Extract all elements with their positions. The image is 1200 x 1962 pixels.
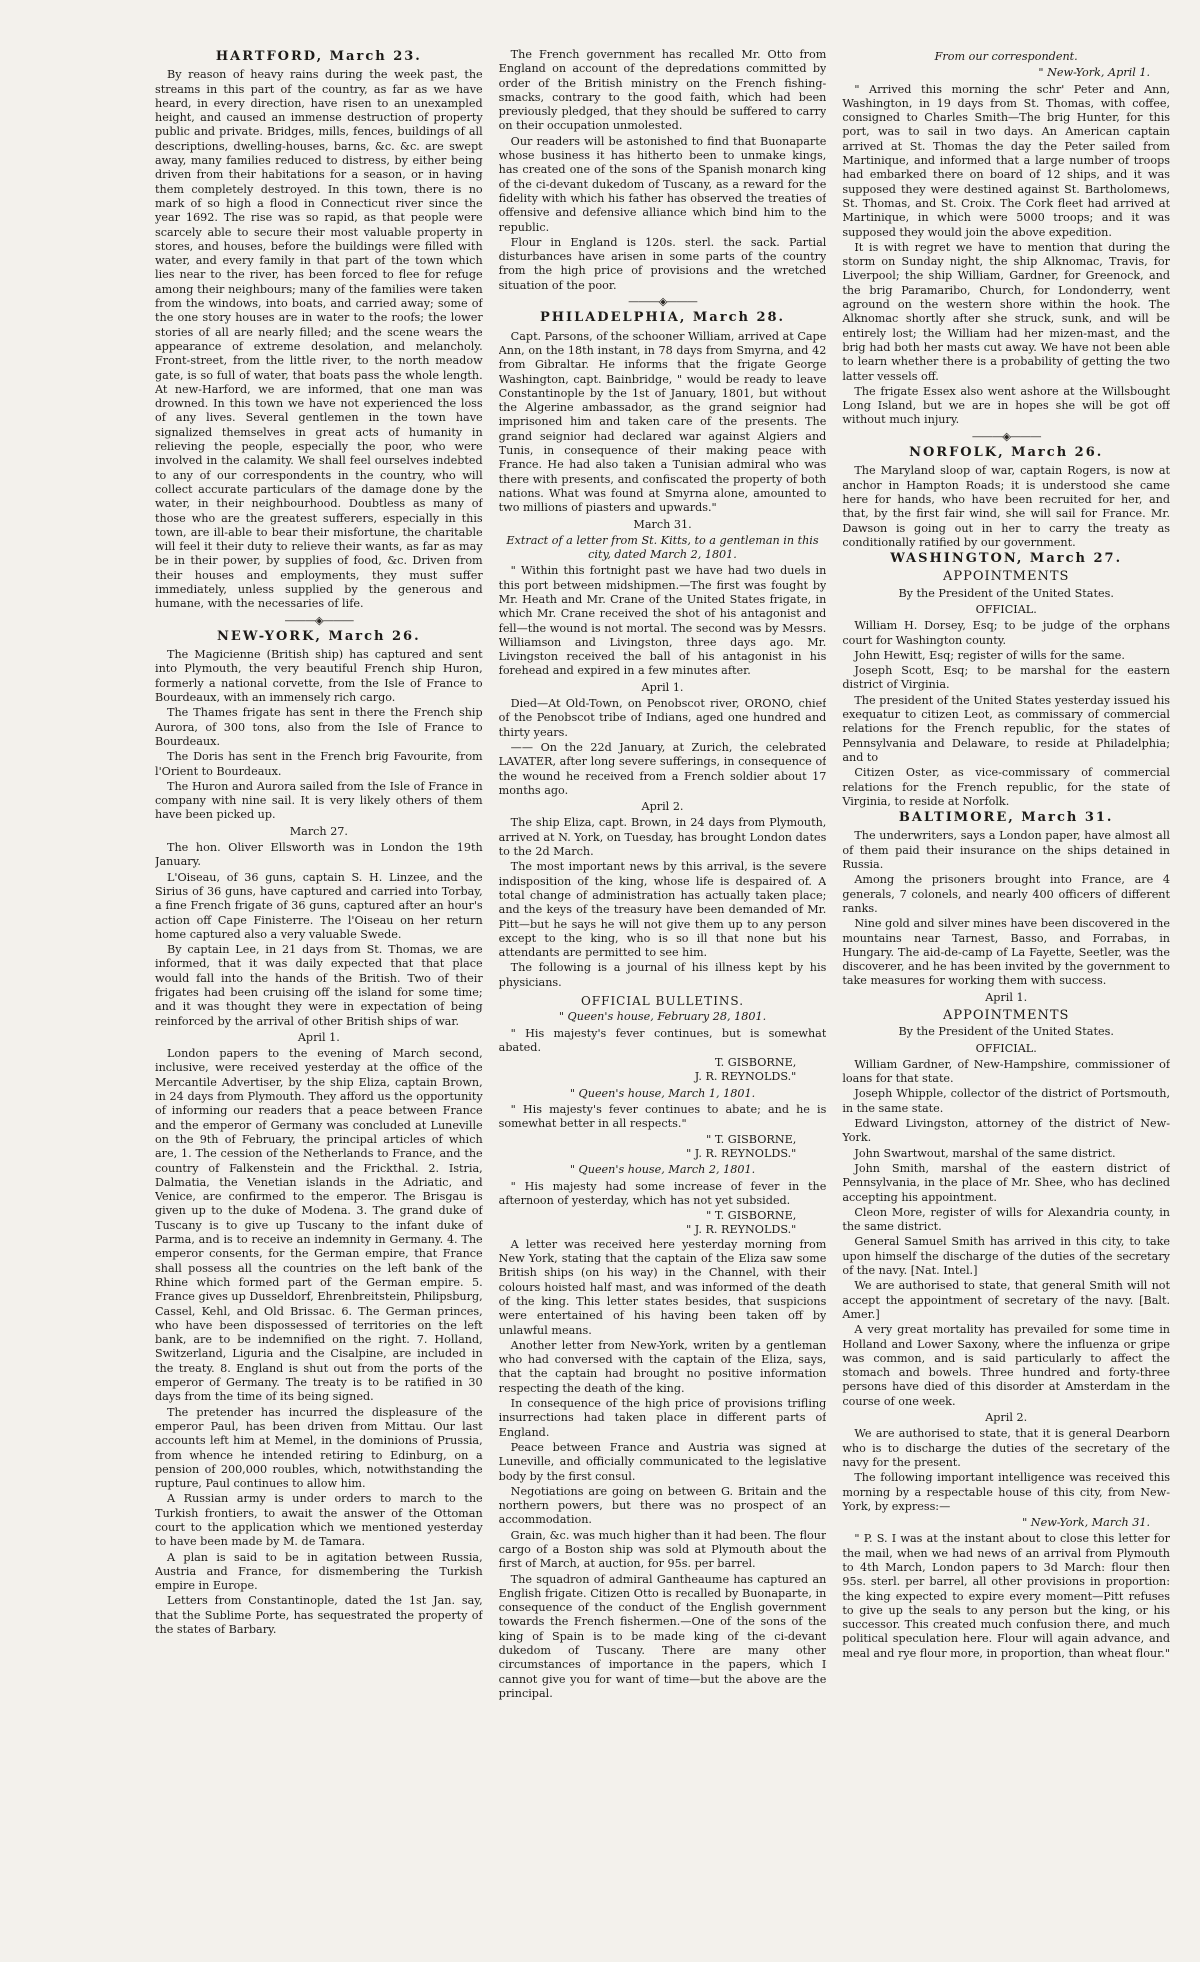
paragraph: A letter was received here yesterday morning from New York, stating that the captain of the Eliza saw some British ships (on his way) in the Channel, with their colours hoisted half mast, and was informed of the death of the king. This letter states besides, that suspicions were entertained of his having been taken off by unlawful means. xyxy=(498,1237,827,1337)
dateline-new-york: NEW-YORK, March 26. xyxy=(217,628,421,644)
signature: " T. GISBORNE, xyxy=(706,1132,797,1146)
signature: " J. R. REYNOLDS." xyxy=(686,1146,797,1160)
paragraph: The Thames frigate has sent in there the French ship Aurora, of 300 tons, also from the Isle of France to Bourdeaux. xyxy=(155,706,483,748)
paragraph: John Swartwout, marshal of the same district. xyxy=(854,1146,1116,1160)
paragraph: Cleon More, register of wills for Alexandria county, in the same district. xyxy=(842,1205,1171,1234)
paragraph: Nine gold and silver mines have been discovered in the mountains near Tarnest, Basso, and Forrabas, in Hungary. The aid-de-camp of La Fayette, Seetler, was the discoverer, and he has been invited by the government to take measures for working them with success. xyxy=(842,917,1171,988)
paragraph: L'Oiseau, of 36 guns, captain S. H. Linzee, and the Sirius of 36 guns, have captured and carried into Torbay, a fine French frigate of 36 guns, captured after an hour's action off Cape Finisterre. The l'Oiseau on her return home captured also a very valuable Swede. xyxy=(155,870,483,941)
paragraph: The president of the United States yesterday issued his exequatur to citizen Leot, as commissary of commercial relations for the French republic, for the states of Pennsylvania and Delaware, to reside at Philadelphia; and to xyxy=(842,693,1171,764)
bulletin-date: " Queen's house, March 1, 1801. xyxy=(569,1086,756,1100)
paragraph: —— On the 22d January, at Zurich, the celebrated LAVATER, after long severe sufferings, in consequence of the wound he received from a French soldier about 17 months ago. xyxy=(498,740,827,797)
subdate: April 1. xyxy=(297,1030,340,1044)
subdate: March 27. xyxy=(289,824,348,838)
paragraph: The ship Eliza, capt. Brown, in 24 days from Plymouth, arrived at N. York, on Tuesday, has brought London dates to the 2d March. xyxy=(498,816,827,859)
paragraph: The French government has recalled Mr. Otto from England on account of the depredations committed by order of the British ministry on the French fishing-smacks, contrary to the good faith, which had been previously pledged, that they should be suffered to carry on their occupation unmolested. xyxy=(498,48,827,133)
subdate: March 31. xyxy=(633,517,692,531)
paragraph: It is with regret we have to mention that during the storm on Sunday night, the ship Alknomac, Travis, for Liverpool; the ship William, Gardner, for Greenock, and the brig Paramaribo, Church, for Londonderry, went aground on the western shore within the hook. The Alknomac shortly after she struck, sunk, and will be entirely lost; the William had her mizen-mast, and the brig had both her masts cut away. We have not been able to learn whether there is a probability of getting the two latter vessels off. xyxy=(842,240,1171,383)
paragraph: By captain Lee, in 21 days from St. Thomas, we are informed, that it was daily expected that that place would fall into the hands of the British. Two of their frigates had been cruising off the island for some time; and it was thought they were in expectation of being reinforced by the arrival of other British ships of war. xyxy=(155,943,483,1028)
dateline-norfolk: NORFOLK, March 26. xyxy=(909,445,1104,461)
bulletin-date: " Queen's house, February 28, 1801. xyxy=(558,1010,767,1024)
paragraph: Negotiations are going on between G. Britain and the northern powers, but there was no prospect of an accommodation. xyxy=(498,1484,827,1527)
column-3 xyxy=(842,48,1170,1922)
subdate: April 1. xyxy=(641,680,684,694)
paragraph: Citizen Oster, as vice-commissary of commercial relations for the French republic, for the state of Virginia, to reside at Norfolk. xyxy=(842,766,1171,808)
paragraph: John Hewitt, Esq; register of wills for the same. xyxy=(854,648,1125,662)
paragraph: Joseph Whipple, collector of the district of Portsmouth, in the same state. xyxy=(842,1087,1171,1115)
signature: T. GISBORNE, xyxy=(714,1056,797,1070)
ornament-divider: ———◈——— xyxy=(284,613,354,627)
correspondent-heading: From our correspondent. xyxy=(934,50,1078,63)
appointments-heading: APPOINTMENTS xyxy=(942,569,1070,585)
paragraph: The Doris has sent in the French brig Favourite, from l'Orient to Bourdeaux. xyxy=(155,750,483,778)
signature: J. R. REYNOLDS." xyxy=(694,1070,797,1084)
paragraph: Letters from Constantinople, dated the 1st Jan. say, that the Sublime Porte, has sequestrated the property of the states of Barbary. xyxy=(155,1594,483,1637)
paragraph: " His majesty's fever continues, but is somewhat abated. xyxy=(498,1026,827,1054)
paragraph: The Magicienne (British ship) has captured and sent into Plymouth, the very beautiful French ship Huron, formerly a national corvette, from the Isle of France to Bourdeaux, with an immensely rich cargo. xyxy=(155,648,483,705)
paragraph: The frigate Essex also went ashore at the Willsbought Long Island, but we are in hopes she will be got off without much injury. xyxy=(842,384,1171,427)
paragraph: Grain, &c. was much higher than it had been. The flour cargo of a Boston ship was sold at Plymouth about the first of March, at auction, for 95s. per barrel. xyxy=(498,1528,827,1571)
paragraph: Another letter from New-York, writen by a gentleman who had conversed with the captain of the Eliza, says, that the captain had brought no positive information respecting the death of the king. xyxy=(498,1338,827,1395)
paragraph: Died—At Old-Town, on Penobscot river, ORONO, chief of the Penobscot tribe of Indians, aged one hundred and thirty years. xyxy=(498,697,827,739)
paragraph: London papers to the evening of March second, inclusive, were received yesterday at the office of the Mercantile Advertiser, by the ship Eliza, captain Brown, in 24 days from Plymouth. They afford us the opportunity of informing our readers that a peace between France and the emperor of Germany was concluded at Luneville on the 9th of February, the principal articles of which are, 1. The cession of the Netherlands to France, and the country of Falkenstein and the Frickthal. 2. Istria, Dalmatia, the Venetian islands in the Adriatic, and Venice, are confirmed to the emperor. The Brisgau is given up to the duke of Modena. 3. The grand duke of Tuscany is to give up Tuscany to the infant duke of Parma, and is to receive an indemnity in Germany. 4. The emperor consents, for the German empire, that France shall possess all the countries on the left bank of the Rhine which formed part of the German empire. 5. France gives up Dusseldorf, Ehrenbreitstein, Philipsburg, Cassel, Kehl, and Old Brissac. 6. The German princes, who have been dispossessed of territories on the left bank, are to be indemnified on the right. 7. Holland, Switzerland, Liguria and the Cisalpine, are included in the treaty. 8. England is shut out from the ports of the emperor of Germany. The treaty is to be ratified in 30 days from the time of its being signed. xyxy=(155,1047,483,1404)
paragraph: The pretender has incurred the displeasure of the emperor Paul, has been driven from Mittau. Our last accounts left him at Memel, in the dominions of Prussia, from whence he intended retiring to Edinburg, on a pension of 200,000 roubles, which, notwithstanding the rupture, Paul continues to allow him. xyxy=(155,1405,483,1491)
paragraph: " Within this fortnight past we have had two duels in this port between midshipmen.—The first was fought by Mr. Heath and Mr. Crane of the United States frigate, in which Mr. Crane received the shot of his antagonist and fell—the wound is not mortal. The second was by Messrs. Williamson and Livingston, three days ago. Mr. Livingston received the ball of his antagonist in his forehead and expired in a few minutes after. xyxy=(498,564,827,678)
paragraph: Joseph Scott, Esq; to be marshal for the eastern district of Virginia. xyxy=(842,664,1171,692)
dateline-hartford: HARTFORD, March 23. xyxy=(215,49,422,64)
letter-date: " New-York, March 31. xyxy=(1022,1516,1151,1530)
paragraph: Edward Livingston, attorney of the district of New-York. xyxy=(842,1117,1171,1145)
dateline-baltimore: BALTIMORE, March 31. xyxy=(898,810,1114,826)
paragraph: " Arrived this morning the schr' Peter and Ann, Washington, in 19 days from St. Thomas, with coffee, consigned to Charles Smith—The brig Hunter, for this port, was to sail in two days. An American captain arrived at St. Thomas the day the Peter sailed from Martinique, and informed that a large number of troops had embarked there on board of 12 ships, and it was supposed they were destined against St. Bartholomews, St. Thomas, and St. Croix. The Cork fleet had arrived at Martinique, in which were 5000 troops; and it was supposed they would join the above expedition. xyxy=(842,82,1171,239)
paragraph: The squadron of admiral Gantheaume has captured an English frigate. Citizen Otto is recalled by Buonaparte, in consequence of the conduct of the English government towards the French fishermen.—One of the sons of the king of Spain is to be made king of the ci-devant dukedom of Tuscany. There are many other circumstances of importance in the papers, which I cannot give you for want of time—but the above are the principal. xyxy=(498,1572,827,1700)
paragraph: We are authorised to state, that it is general Dearborn who is to discharge the duties of the secretary of the navy for the present. xyxy=(842,1427,1171,1469)
paragraph: William Gardner, of New-Hampshire, commissioner of loans for that state. xyxy=(842,1057,1171,1086)
bulletins-heading: OFFICIAL BULLETINS. xyxy=(580,994,745,1008)
appointments-by: By the President of the United States. xyxy=(898,586,1114,600)
paragraph: Flour in England is 120s. sterl. the sack. Partial disturbances have arisen in some parts of the country from the high price of provisions and the wretched situation of the poor. xyxy=(498,235,827,292)
paragraph: A very great mortality has prevailed for some time in Holland and Lower Saxony, where the influenza or gripe was common, and is said particularly to affect the stomach and bowels. Three hundred and forty-three persons have died of this disorder at Amsterdam in the course of one week. xyxy=(842,1323,1171,1408)
paragraph: The Huron and Aurora sailed from the Isle of France in company with nine sail. It is very likely others of them have been picked up. xyxy=(155,779,483,822)
ornament-divider: ———◈——— xyxy=(628,295,697,309)
dateline-washington: WASHINGTON, March 27. xyxy=(890,551,1123,567)
paragraph: A plan is said to be in agitation between Russia, Austria and France, for dismembering the Turkish empire in Europe. xyxy=(155,1550,483,1593)
letter-date: " New-York, April 1. xyxy=(1038,66,1151,80)
subdate: April 2. xyxy=(985,1411,1028,1425)
letter-heading: Extract of a letter from St. Kitts, to a gentleman in this city, dated March 2, 1801. xyxy=(506,533,819,562)
paragraph: Capt. Parsons, of the schooner William, arrived at Cape Ann, on the 18th instant, in 78 days from Smyrna, and 42 from Gibraltar. He informs that the frigate George Washington, capt. Bainbridge, " would be ready to leave Constantinople by the 1st of January, 1801, but without the Algerine ambassador, as the grand seignior had imprisoned him and taken care of the presents. The grand seignior had declared war against Algiers and Tunis, in consequence of their making peace with France. He had also taken a Tunisian admiral who was there with presents, and confiscated the property of both nations. What was found at Smyrna alone, amounted to two millions of piasters and upwards." xyxy=(498,329,827,515)
paragraph: The following is a journal of his illness kept by his physicians. xyxy=(498,961,827,989)
paragraph: A Russian army is under orders to march to the Turkish frontiers, to await the answer of the Ottoman court to the application which we mentioned yesterday to have been made by M. de Tamara. xyxy=(155,1492,483,1549)
paragraph: The following important intelligence was received this morning by a respectable house of this city, from New-York, by express:— xyxy=(842,1471,1171,1513)
paragraph: Our readers will be astonished to find that Buonaparte whose business it has hitherto been to unmake kings, has created one of the sons of the Spanish monarch king of the ci-devant dukedom of Tuscany, as a reward for the fidelity with which his father has observed the treaties of offensive and defensive alliance which bind him to the republic. xyxy=(498,134,827,234)
paragraph: The Maryland sloop of war, captain Rogers, is now at anchor in Hampton Roads; it is understood she came here for hands, who have been recruited for her, and that, by the first fair wind, she will sail for France. Mr. Dawson is going out in her to carry the treaty as conditionally ratified by our government. xyxy=(842,464,1171,549)
paragraph: " His majesty had some increase of fever in the afternoon of yesterday, which has not yet subsided. xyxy=(498,1179,827,1207)
paragraph: We are authorised to state, that general Smith will not accept the appointment of secretary of the navy. [Balt. Amer.] xyxy=(842,1279,1171,1321)
bulletin-date: " Queen's house, March 2, 1801. xyxy=(569,1163,756,1177)
subdate: April 1. xyxy=(985,990,1028,1004)
official-label: OFFICIAL. xyxy=(975,602,1037,616)
ornament-divider: ———◈——— xyxy=(971,429,1041,443)
paragraph: The most important news by this arrival, is the severe indisposition of the king, whose life is despaired of. A total change of administration has actually taken place; and the keys of the treasury have been demanded of Mr. Pitt—but he says he will not give them up to any person except to the king, who is so ill that none but his attendants are permitted to see him. xyxy=(498,860,827,960)
paragraph: General Samuel Smith has arrived in this city, to take upon himself the discharge of the duties of the secretary of the navy. [Nat. Intel.] xyxy=(842,1235,1171,1278)
appointments-heading: APPOINTMENTS xyxy=(942,1008,1070,1023)
paragraph: Peace between France and Austria was signed at Luneville, and officially communicated to the legislative body by the first consul. xyxy=(498,1440,827,1483)
column-1 xyxy=(155,48,483,1922)
paragraph: " His majesty's fever continues to abate; and he is somewhat better in all respects." xyxy=(498,1103,827,1131)
paragraph: John Smith, marshal of the eastern district of Pennsylvania, in the place of Mr. Shee, who has declined accepting his appointment. xyxy=(842,1161,1171,1204)
paragraph: The underwriters, says a London paper, have almost all of them paid their insurance on the ships detained in Russia. xyxy=(842,829,1171,872)
appointments-by: By the President of the United States. xyxy=(898,1025,1114,1039)
paragraph: William H. Dorsey, Esq; to be judge of the orphans court for Washington county. xyxy=(842,619,1171,647)
paragraph: " P. S. I was at the instant about to close this letter for the mail, when we had news of an arrival from Plymouth to 4th March, London papers to 3d March: flour then 95s. sterl. per barrel, all other provisions in proportion: the king expected to expire every moment—Pitt refuses to give up the seals to any person but the king, or his successor. This created much confusion there, and much political speculation here. Flour will again advance, and meal and rye flour more, in proportion, than wheat flour." xyxy=(842,1532,1171,1660)
paragraph: By reason of heavy rains during the week past, the streams in this part of the country, as far as we have heard, in every direction, have risen to an unexampled height, and caused an immense destruction of property public and private. Bridges, mills, fences, buildings of all descriptions, dwelling-houses, barns, &c. &c. are swept away, many families reduced to distress, by either being driven from their habitations for a season, or in having them completely destroyed. In this town, there is no mark of so high a flood in Connecticut river since the year 1692. The rise was so rapid, as that people were scarcely able to secure their most valuable property in stores, and houses, before the buildings were filled with water, and every family in that part of the town which lies near to the river, has been forced to flee for refuge among their neighbours; many of the families were taken from the windows, into boats, and carried away; some of the one story houses are in water to the roofs; the lower stories of all are nearly filled; and the scene wears the appearance of extreme desolation, and melancholy. Front-street, from the little river, to the north meadow gate, is so full of water, that boats pass the whole length. At new-Harford, we are informed, that one man was drowned. In this town we have not experienced the loss of any lives. Several gentlemen in the town have signalized themselves in great acts of humanity in relieving the people, especially the poor, who were involved in the calamity. We shall feel ourselves indebted to any of our correspondents in the country, who will collect accurate particulars of the damage done by the water, in their neighbourhood. Doubtless as many of those who are the greatest sufferers, especially in this town, are ill-able to bear their misfortune, the charitable will feel it their duty to relieve their wants, as far as may be in their power, by supplies of food, &c. Driven from their houses and employments, they must suffer immediately, unless supplied by the generous and humane, with the necessaries of life. xyxy=(155,68,483,611)
paragraph: In consequence of the high price of provisions trifling insurrections had taken place in different parts of England. xyxy=(498,1397,827,1439)
official-label: OFFICIAL. xyxy=(975,1041,1037,1055)
signature: " J. R. REYNOLDS." xyxy=(686,1223,797,1237)
column-2 xyxy=(499,48,827,1922)
paragraph: Among the prisoners brought into France, are 4 generals, 7 colonels, and nearly 400 officers of different ranks. xyxy=(842,873,1171,915)
signature: " T. GISBORNE, xyxy=(706,1209,797,1223)
dateline-philadelphia: PHILADELPHIA, March 28. xyxy=(539,310,786,326)
paragraph: The hon. Oliver Ellsworth was in London the 19th January. xyxy=(155,841,483,869)
subdate: April 2. xyxy=(641,800,684,814)
